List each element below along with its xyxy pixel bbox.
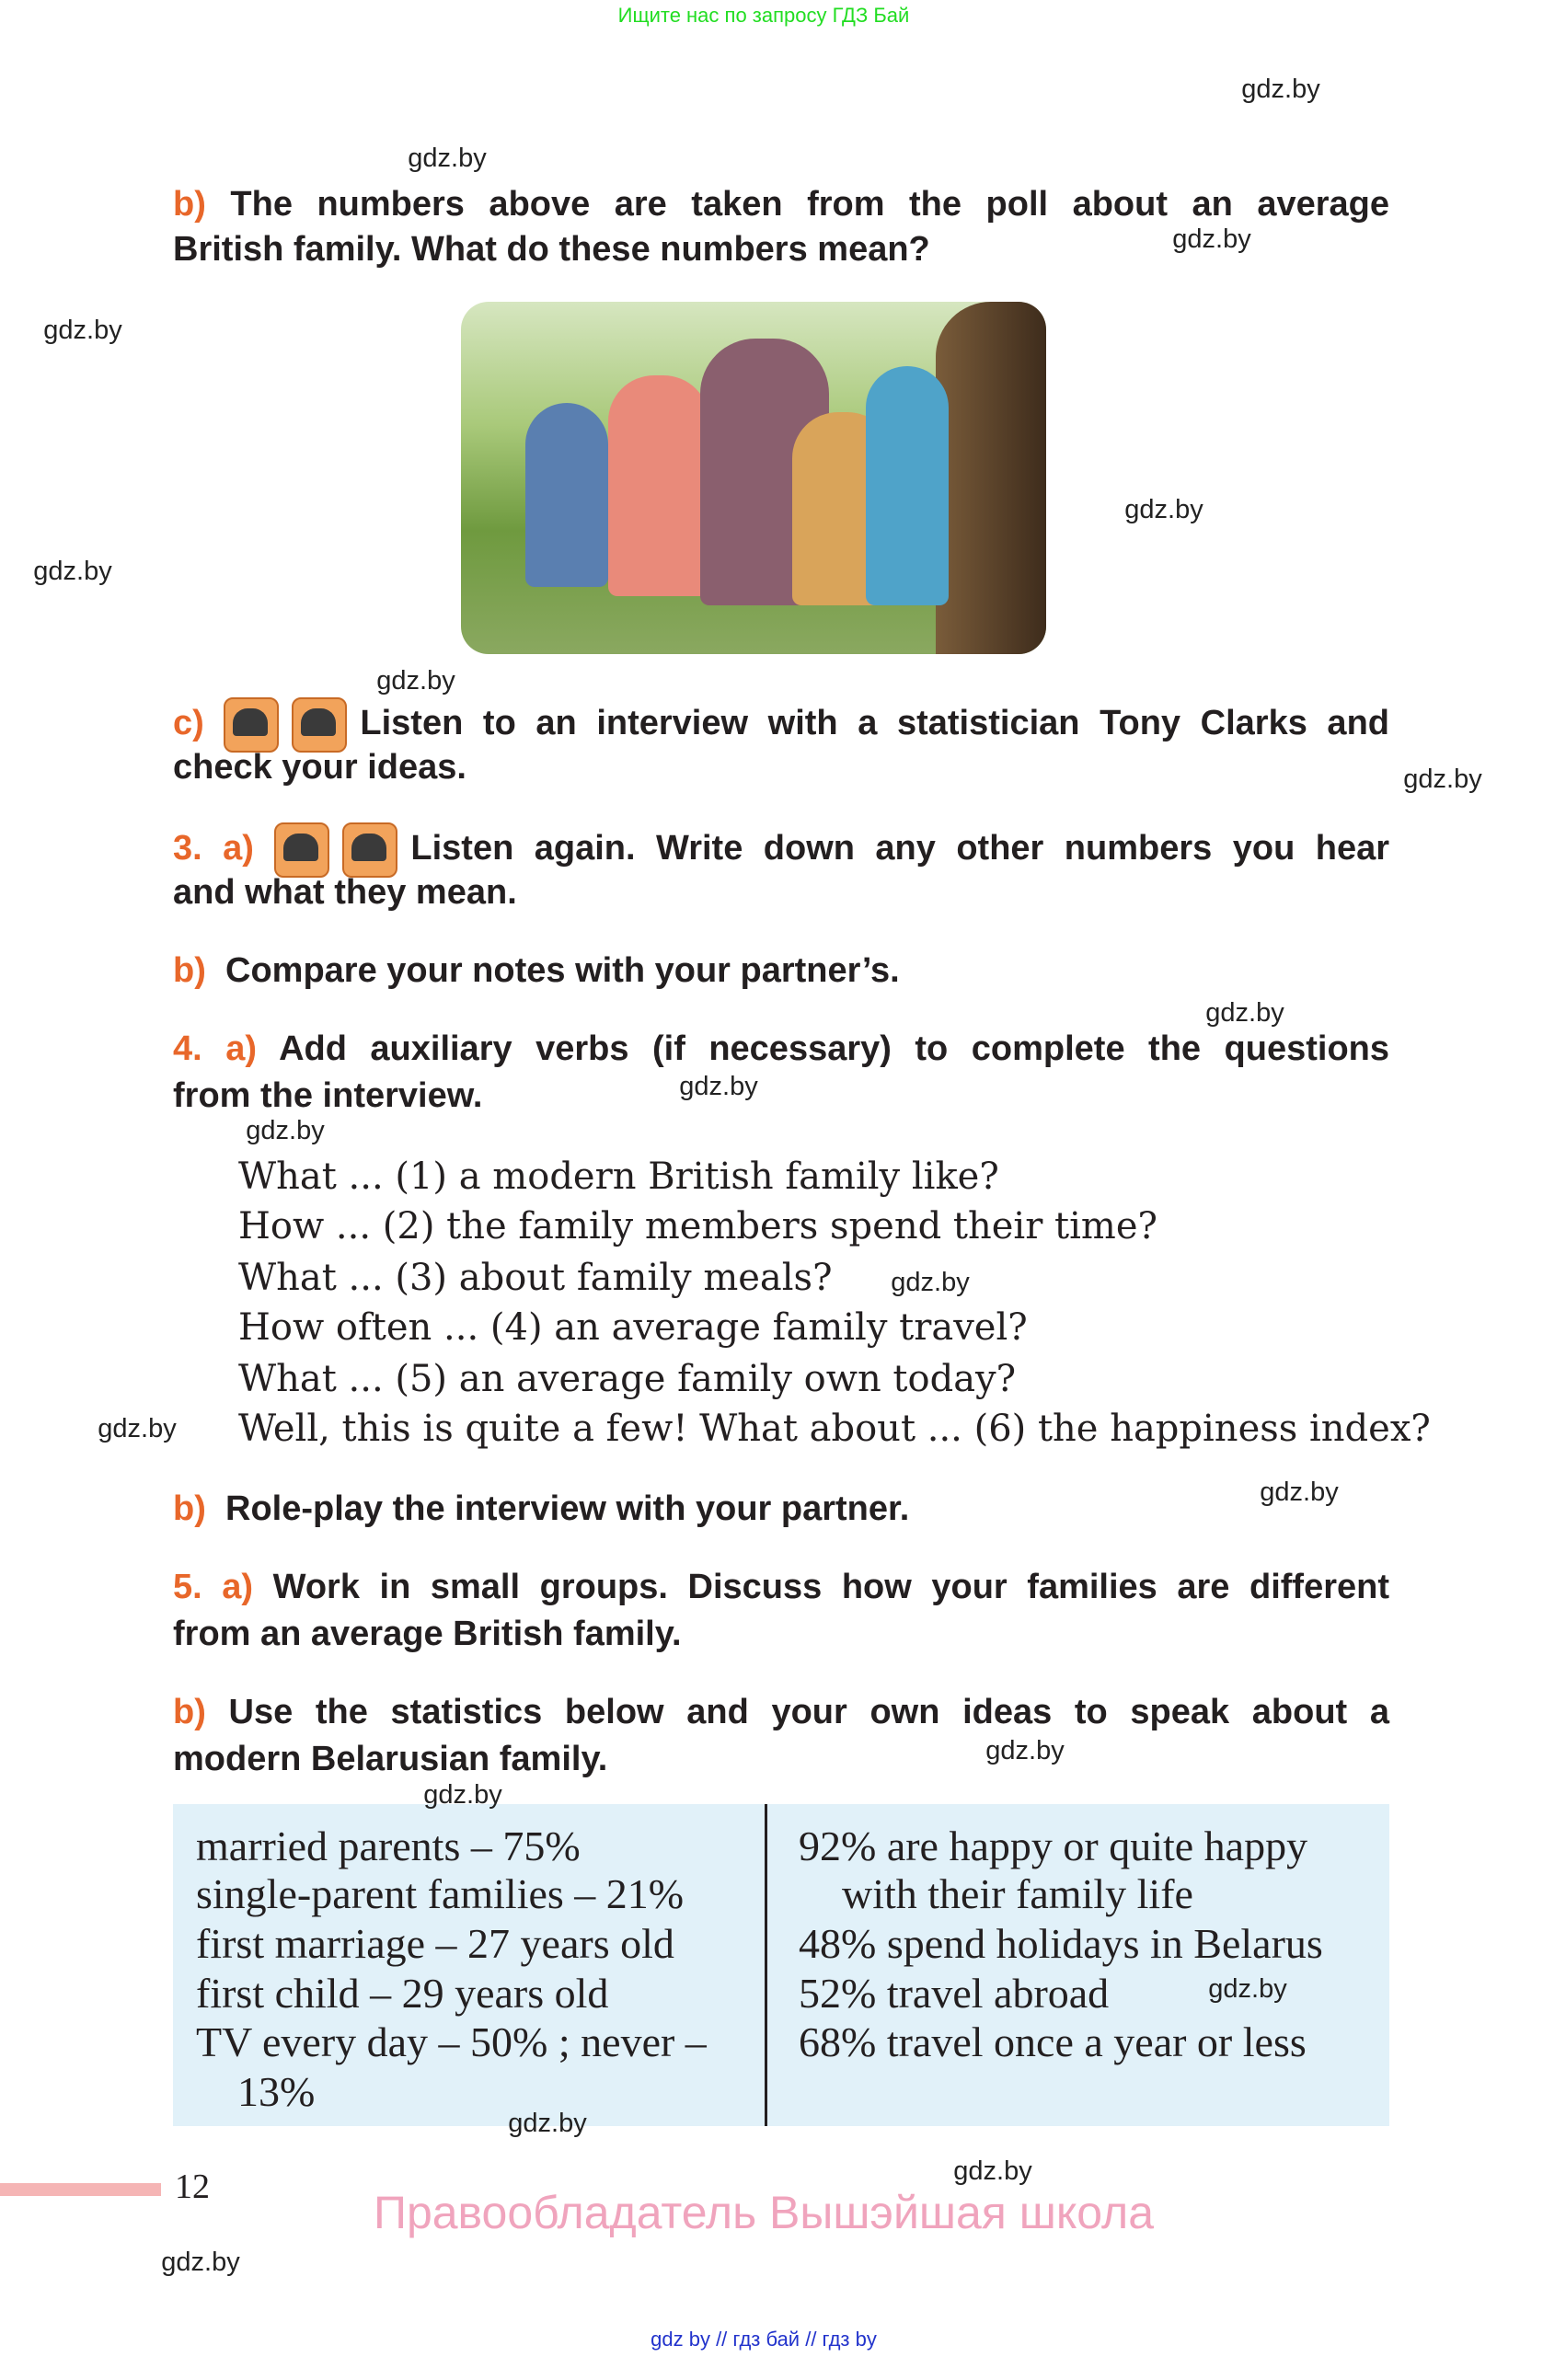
ex2b-label: b) xyxy=(173,185,206,224)
watermark: gdz.by xyxy=(1403,765,1482,794)
watermark: gdz.by xyxy=(1172,224,1251,254)
stat-left: single-parent families – 21% xyxy=(196,1870,685,1917)
ex3a-text: Listen again. Write down any other numbers you hear xyxy=(410,829,1389,868)
ex3a-line1 xyxy=(173,822,1389,868)
ex4b-label: b) xyxy=(173,1489,206,1528)
ex4b-text: Role-play the interview with your partner. xyxy=(225,1489,910,1528)
question: What ... (3) about family meals? xyxy=(238,1257,833,1299)
watermark: gdz.by xyxy=(246,1116,325,1145)
stat-right: 68% travel once a year or less xyxy=(799,2018,1307,2065)
stat-left: married parents – 75% xyxy=(196,1822,581,1869)
stat-right: 48% spend holidays in Belarus xyxy=(799,1920,1323,1967)
watermark: gdz.by xyxy=(408,144,487,173)
ex4a-line2: from the interview. xyxy=(173,1076,483,1115)
family-photo xyxy=(461,302,1046,654)
copyright: Правообладатель Вышэйшая школа xyxy=(374,2187,1154,2238)
watermark: gdz.by xyxy=(33,557,112,586)
ex2c-text: Listen to an interview with a statistician Tony Clarks and xyxy=(360,704,1389,743)
footer-links[interactable]: gdz by // гдз бай // гдз by xyxy=(651,2328,877,2351)
ex5a-text: Work in small groups. Discuss how your families are different xyxy=(272,1568,1390,1606)
ex3-number: 3. xyxy=(173,829,202,868)
watermark: gdz.by xyxy=(98,1414,177,1443)
watermark: gdz.by xyxy=(43,316,122,345)
watermark: gdz.by xyxy=(376,666,455,696)
stat-left: first child – 29 years old xyxy=(196,1970,609,2017)
ex3b-label: b) xyxy=(173,951,206,990)
ex4-number: 4. xyxy=(173,1029,202,1068)
watermark: gdz.by xyxy=(1260,1477,1339,1507)
ex4a-label: a) xyxy=(225,1029,257,1068)
stat-right: with their family life xyxy=(842,1870,1193,1917)
watermark: gdz.by xyxy=(1208,1974,1287,2004)
ex2c-label: c) xyxy=(173,704,204,743)
question: What ... (5) an average family own today? xyxy=(238,1358,1017,1400)
ex4b xyxy=(173,1486,1389,1532)
ex5b-text: Use the statistics below and your own ideas to speak about a xyxy=(228,1693,1389,1731)
ex2b-line2: British family. What do these numbers mean? xyxy=(173,230,930,269)
stat-right: 92% are happy or quite happy xyxy=(799,1822,1308,1869)
ex5a-line1 xyxy=(173,1564,1389,1610)
ex2b-text: The numbers above are taken from the poll about an average xyxy=(230,185,1390,224)
watermark: gdz.by xyxy=(1124,495,1203,524)
ex3a-line2: and what they mean. xyxy=(173,873,517,912)
watermark: gdz.by xyxy=(953,2156,1032,2186)
stat-left: TV every day – 50% ; never – xyxy=(196,2018,707,2065)
watermark: gdz.by xyxy=(1241,75,1320,104)
ex3b-text: Compare your notes with your partner’s. xyxy=(225,951,900,990)
ex2b-line1 xyxy=(173,181,1389,227)
ex3b xyxy=(173,948,1389,994)
ex5b-line1 xyxy=(173,1689,1389,1735)
page-number: 12 xyxy=(175,2167,210,2206)
watermark: gdz.by xyxy=(679,1072,758,1101)
ex4a-text: Add auxiliary verbs (if necessary) to complete the questions xyxy=(279,1029,1389,1068)
watermark: gdz.by xyxy=(508,2109,587,2138)
stat-right: 52% travel abroad xyxy=(799,1970,1110,2017)
ex5a-line2: from an average British family. xyxy=(173,1615,682,1653)
ex4a-line1 xyxy=(173,1026,1389,1072)
watermark: gdz.by xyxy=(423,1780,502,1810)
question: Well, this is quite a few! What about ... (6) the happiness index? xyxy=(238,1408,1431,1450)
stat-left: first marriage – 27 years old xyxy=(196,1920,674,1967)
stat-left: 13% xyxy=(237,2068,316,2115)
question: How often ... (4) an average family travel? xyxy=(238,1306,1028,1349)
ex2c-line1 xyxy=(173,697,1389,743)
ex3a-label: a) xyxy=(223,829,254,868)
question: How ... (2) the family members spend their time? xyxy=(238,1205,1157,1247)
ex5b-label: b) xyxy=(173,1693,206,1731)
ex5-number: 5. xyxy=(173,1568,202,1606)
watermark: gdz.by xyxy=(161,2248,240,2277)
question: What ... (1) a modern British family like? xyxy=(238,1156,999,1198)
ex5a-label: a) xyxy=(222,1568,254,1606)
watermark: gdz.by xyxy=(1205,998,1284,1028)
ex2c-line2: check your ideas. xyxy=(173,748,466,787)
search-banner[interactable]: Ищите нас по запросу ГДЗ Бай xyxy=(617,4,910,27)
watermark: gdz.by xyxy=(985,1736,1065,1765)
column-divider xyxy=(765,1804,767,2126)
watermark: gdz.by xyxy=(891,1268,970,1297)
ex5b-line2: modern Belarusian family. xyxy=(173,1740,608,1778)
